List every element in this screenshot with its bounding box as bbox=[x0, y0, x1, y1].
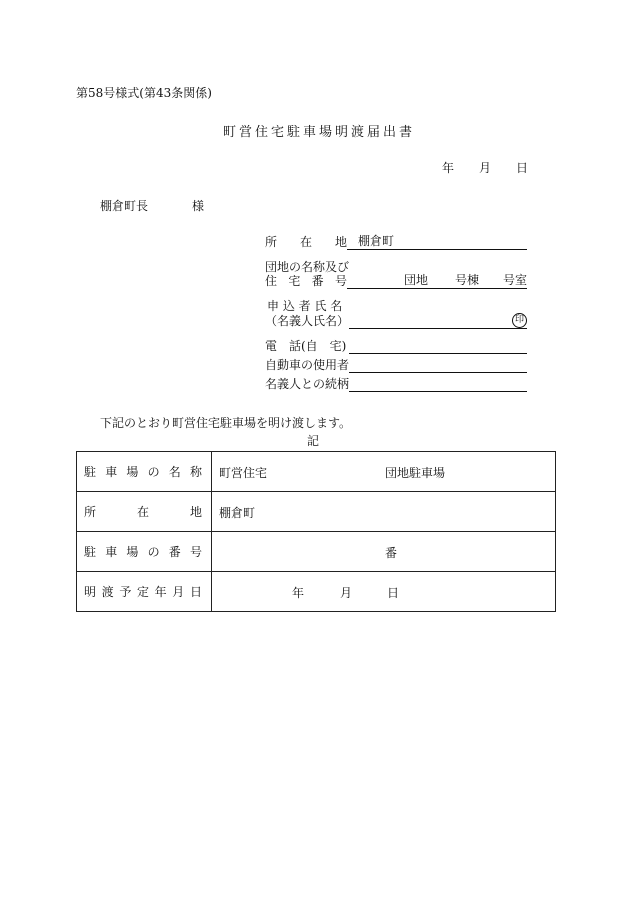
field-car-user bbox=[265, 357, 527, 373]
row-value-parking-number[interactable] bbox=[212, 532, 556, 572]
intro-text: 下記のとおり町営住宅駐車場を明け渡します。 bbox=[100, 416, 352, 430]
field-relation-line[interactable] bbox=[349, 376, 527, 392]
table-row-parking-number bbox=[77, 532, 556, 572]
addressee-title: 様 bbox=[192, 199, 205, 213]
date-year: 年 bbox=[442, 161, 455, 175]
addressee bbox=[100, 197, 204, 214]
field-housing-label-2: 住 宅 番 号 bbox=[265, 274, 347, 288]
field-car-user-label: 自動車の使用者 bbox=[265, 358, 350, 372]
date-line bbox=[442, 159, 528, 176]
field-applicant bbox=[265, 313, 527, 329]
location-value: 棚倉町 bbox=[219, 506, 256, 520]
table-row-location bbox=[77, 492, 556, 532]
field-address bbox=[265, 234, 527, 250]
page-title: 町営住宅駐車場明渡届出書 bbox=[223, 125, 416, 140]
details-table bbox=[76, 451, 556, 612]
field-address-line[interactable] bbox=[347, 234, 527, 250]
parking-number-suffix: 番 bbox=[385, 546, 398, 560]
field-housing bbox=[265, 273, 527, 289]
row-label-location: 所 在 地 bbox=[77, 492, 212, 532]
addressee-name: 棚倉町長 bbox=[100, 199, 149, 213]
field-applicant-label-2: （名義人氏名） bbox=[265, 314, 350, 328]
row-label-parking-name: 駐 車 場 の 名 称 bbox=[77, 452, 212, 492]
housing-gotou: 号棟 bbox=[455, 273, 480, 287]
parking-name-suffix: 団地駐車場 bbox=[385, 466, 446, 480]
row-label-parking-number: 駐 車 場 の 番 号 bbox=[77, 532, 212, 572]
field-address-value: 棚倉町 bbox=[358, 234, 395, 248]
form-code: 第58号様式(第43条関係) bbox=[76, 86, 212, 100]
field-phone bbox=[265, 338, 527, 354]
vacate-day: 日 bbox=[387, 586, 400, 600]
field-applicant-label-1: 申 込 者 氏 名 bbox=[267, 299, 343, 313]
table-row-parking-name bbox=[77, 452, 556, 492]
field-phone-label: 電 話(自 宅) bbox=[265, 339, 347, 353]
row-value-vacate-date[interactable] bbox=[212, 572, 556, 612]
vacate-month: 月 bbox=[340, 586, 353, 600]
field-car-user-line[interactable] bbox=[349, 357, 527, 373]
field-relation-label: 名義人との続柄 bbox=[265, 377, 350, 391]
row-value-location[interactable] bbox=[212, 492, 556, 532]
field-housing-label-1: 団地の名称及び bbox=[265, 260, 350, 274]
table-row-vacate-date bbox=[77, 572, 556, 612]
ki-heading: 記 bbox=[307, 434, 320, 448]
date-day: 日 bbox=[515, 161, 528, 175]
housing-goshitsu: 号室 bbox=[502, 273, 527, 287]
field-relation bbox=[265, 376, 527, 392]
row-label-vacate-date: 明 渡 予 定 年 月 日 bbox=[77, 572, 212, 612]
vacate-year: 年 bbox=[292, 586, 305, 600]
parking-name-prefix: 町営住宅 bbox=[219, 466, 268, 480]
housing-danchi: 団地 bbox=[404, 273, 429, 287]
field-housing-line[interactable] bbox=[347, 273, 527, 289]
row-value-parking-name[interactable] bbox=[212, 452, 556, 492]
field-applicant-line[interactable] bbox=[349, 313, 527, 329]
field-phone-line[interactable] bbox=[349, 338, 527, 354]
field-address-label: 所 在 地 bbox=[265, 235, 347, 249]
seal-icon: 印 bbox=[512, 313, 527, 328]
date-month: 月 bbox=[478, 161, 491, 175]
